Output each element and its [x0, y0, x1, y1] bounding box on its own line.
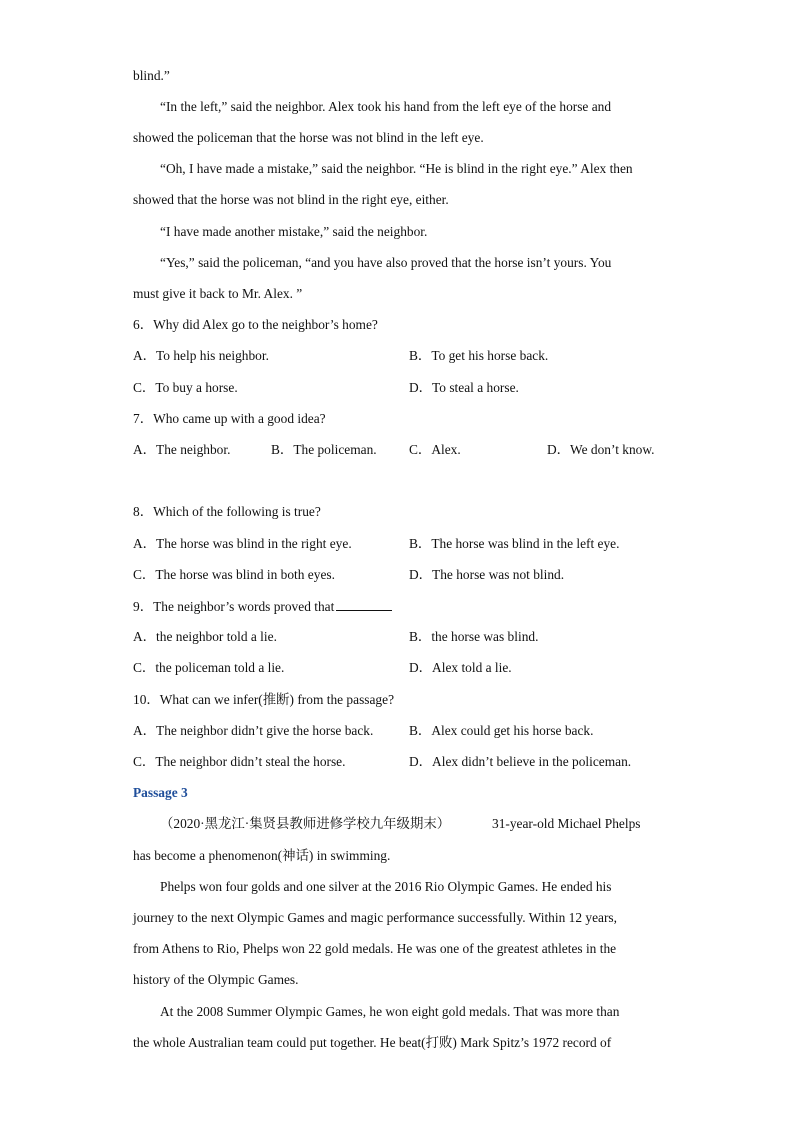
passage-line: has become a phenomenon(神话) in swimming. — [133, 848, 391, 863]
passage-line: history of the Olympic Games. — [133, 972, 299, 987]
option-a: A．the neighbor told a lie. — [133, 629, 277, 644]
option-d: D．The horse was not blind. — [409, 567, 565, 582]
question-stem: 6．Why did Alex go to the neighbor’s home? — [133, 317, 378, 332]
passage-line: Phelps won four golds and one silver at the 2016 Rio Olympic Games. He ended his — [160, 879, 612, 894]
story-line: showed the policeman that the horse was not blind in the left eye. — [133, 130, 484, 145]
option-d: D．Alex told a lie. — [409, 660, 512, 675]
story-line: showed that the horse was not blind in the right eye, either. — [133, 192, 449, 207]
story-line: “I have made another mistake,” said the neighbor. — [160, 224, 428, 239]
option-b: B．The policeman. — [271, 442, 377, 457]
option-a: A．To help his neighbor. — [133, 348, 269, 363]
source-note: （2020·黑龙江·集贤县教师进修学校九年级期末） — [160, 816, 451, 831]
option-c: C．the policeman told a lie. — [133, 660, 285, 675]
question-stem: 8．Which of the following is true? — [133, 504, 321, 519]
story-line: “In the left,” said the neighbor. Alex took his hand from the left eye of the horse and — [160, 99, 612, 114]
answer-blank — [336, 597, 392, 611]
story-line: blind.” — [133, 68, 170, 83]
passage-line: 31-year-old Michael Phelps — [492, 816, 641, 831]
option-a: A．The neighbor didn’t give the horse back. — [133, 723, 374, 738]
option-c: C．To buy a horse. — [133, 380, 238, 395]
option-a: A．The neighbor. — [133, 442, 231, 457]
question-stem: 10．What can we infer(推断) from the passage? — [133, 692, 395, 707]
option-b: B．To get his horse back. — [409, 348, 549, 363]
story-line: must give it back to Mr. Alex. ” — [133, 286, 303, 301]
option-c: C．The horse was blind in both eyes. — [133, 567, 335, 582]
option-d: D．We don’t know. — [547, 442, 655, 457]
option-d: D．Alex didn’t believe in the policeman. — [409, 754, 632, 769]
story-line: “Oh, I have made a mistake,” said the neighbor. “He is blind in the right eye.” Alex then — [160, 161, 633, 176]
passage-line: from Athens to Rio, Phelps won 22 gold medals. He was one of the greatest athletes in the — [133, 941, 617, 956]
option-c: C．The neighbor didn’t steal the horse. — [133, 754, 346, 769]
story-line: “Yes,” said the policeman, “and you have also proved that the horse isn’t yours. You — [160, 255, 612, 270]
passage-line: journey to the next Olympic Games and magic performance successfully. Within 12 years, — [133, 910, 617, 925]
option-c: C．Alex. — [409, 442, 461, 457]
passage-line: the whole Australian team could put together. He beat(打败) Mark Spitz’s 1972 record of — [133, 1035, 612, 1050]
option-d: D．To steal a horse. — [409, 380, 519, 395]
option-b: B．the horse was blind. — [409, 629, 539, 644]
option-a: A．The horse was blind in the right eye. — [133, 536, 352, 551]
section-heading: Passage 3 — [133, 785, 188, 800]
question-stem — [133, 597, 392, 616]
option-b: B．Alex could get his horse back. — [409, 723, 594, 738]
question-stem: 7．Who came up with a good idea? — [133, 411, 326, 426]
passage-line: At the 2008 Summer Olympic Games, he won eight gold medals. That was more than — [160, 1004, 620, 1019]
question-stem-text: 9．The neighbor’s words proved that — [133, 599, 335, 614]
option-b: B．The horse was blind in the left eye. — [409, 536, 620, 551]
